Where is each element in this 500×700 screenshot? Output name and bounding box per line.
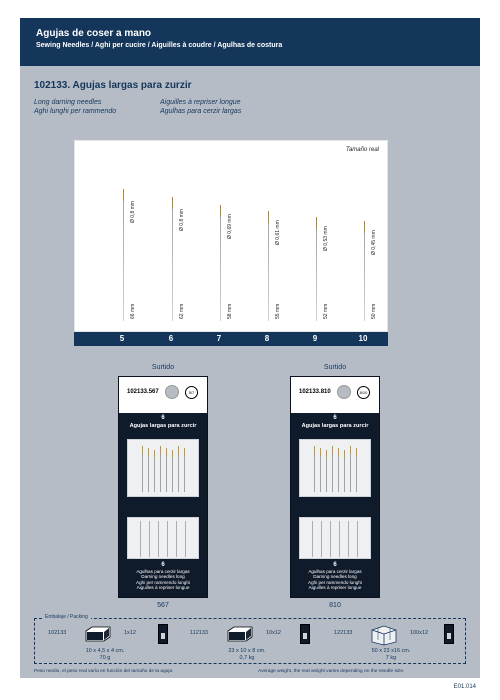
mini-pack-window [447, 633, 451, 639]
translation-it: Aghi lunghi per rammendo [34, 108, 117, 115]
packed-needle [154, 450, 155, 492]
pack-heading: Surtido [323, 364, 347, 371]
packing-dimensions [356, 648, 426, 662]
pack-count: 6 [333, 415, 337, 421]
needle-diameter-label: Ø 0,45 mm [371, 230, 377, 255]
packed-needle [314, 446, 315, 492]
packed-needle [320, 448, 321, 492]
needle-pack-card [118, 376, 208, 598]
pack-translations [291, 563, 379, 591]
pack-top-label [291, 377, 379, 413]
pack-window-bottom [299, 517, 371, 559]
packed-needle-lower [158, 521, 159, 557]
size-number-6: 6 [168, 334, 174, 343]
pack-heading: Surtido [151, 364, 175, 371]
mini-pack-icon [444, 624, 454, 644]
footnote-left: Peso medio, el peso real varía en función del tamaño de la aguja [34, 669, 173, 674]
size-number-8: 8 [264, 334, 270, 343]
pack-window-top [127, 439, 199, 497]
mini-pack-icon [158, 624, 168, 644]
packing-qty: 100x12 [410, 630, 429, 636]
packed-needle [166, 448, 167, 492]
needle-diameter-label: Ø 0,69 mm [227, 214, 233, 239]
hang-hole [337, 385, 351, 399]
pack-translations [119, 563, 207, 591]
packing-size: 10 x 4,5 x 4 cm. [85, 648, 125, 654]
packing-title: Embalaje / Packing [42, 614, 91, 620]
needle-size-10 [364, 221, 365, 321]
needle-length-label: 55 mm [275, 303, 281, 319]
size-badge: 5/7 [185, 386, 198, 399]
packed-needle-lower [339, 521, 340, 557]
needle-size-5 [123, 189, 124, 321]
packed-needle [344, 450, 345, 492]
pack-count: 6 [161, 415, 165, 421]
box-icon [226, 624, 254, 649]
packing-dimensions [70, 648, 140, 662]
needle-diameter-label: Ø 0,53 mm [323, 226, 329, 251]
packed-needle [160, 446, 161, 492]
packed-needle [338, 448, 339, 492]
needle-size-6 [172, 197, 173, 321]
needle-size-panel [74, 140, 388, 332]
pack-code: 102133.567 [127, 389, 159, 395]
packed-needle [172, 450, 173, 492]
packed-needle [350, 446, 351, 492]
pack-label: 567 [157, 602, 169, 609]
size-number-5: 5 [119, 334, 125, 343]
packed-needle-lower [140, 521, 141, 557]
product-title: 102133. Agujas largas para zurzir [34, 80, 192, 91]
packed-needle-lower [149, 521, 150, 557]
mini-pack-icon [300, 624, 310, 644]
packed-needle [184, 448, 185, 492]
packed-needle [326, 450, 327, 492]
header-title: Agujas de coser a mano [36, 28, 152, 39]
pack-code: 102133.810 [299, 389, 331, 395]
pack-line: Aiguilles à repriser longue [136, 585, 190, 591]
translation-en: Long darning needles [34, 99, 102, 106]
header-subtitle: Sewing Needles / Aghi per cucire / Aiguilles à coudre / Agulhas de costura [36, 42, 283, 49]
packing-code: 112133 [190, 630, 208, 636]
page-code: E01.014 [453, 684, 476, 690]
packed-needle-lower [176, 521, 177, 557]
packing-weight: 0,7 kg [239, 655, 255, 661]
packing-qty: 10x12 [266, 630, 281, 636]
pack-label: 810 [329, 602, 341, 609]
needle-diameter-label: Ø 0,8 mm [130, 201, 136, 223]
needle-length-label: 66 mm [130, 303, 136, 319]
packed-needle [356, 448, 357, 492]
catalog-page [20, 18, 480, 678]
needle-length-label: 58 mm [227, 303, 233, 319]
packing-dimensions [212, 648, 282, 662]
size-number-10: 10 [358, 334, 368, 343]
translation-fr: Aiguilles à repriser longue [160, 99, 241, 106]
product-translations-right [160, 98, 241, 116]
packed-needle-lower [167, 521, 168, 557]
pack-line: Darning needles long [313, 574, 357, 580]
mini-pack-window [303, 633, 307, 639]
packing-code: 102133 [48, 630, 67, 636]
pack-line: Aghi per rammendo lunghi [308, 579, 362, 585]
translation-pt: Agulhas para cerzir largas [160, 108, 242, 115]
pack-line: Aiguilles à repriser longue [308, 585, 362, 591]
size-number-7: 7 [216, 334, 222, 343]
needle-pack-card [290, 376, 380, 598]
carton-icon [370, 624, 398, 651]
pack-window-bottom [127, 517, 199, 559]
packed-needle [178, 446, 179, 492]
packing-size: 23 x 10 x 8 cm. [228, 648, 266, 654]
packed-needle [142, 446, 143, 492]
needle-diameter-label: Ø 0,61 mm [275, 220, 281, 245]
packing-weight: 70 g [99, 655, 111, 661]
pack-name: Agujas largas para zurcir [129, 423, 197, 429]
pack-name: Agujas largas para zurcir [301, 423, 369, 429]
needle-length-label: 52 mm [323, 303, 329, 319]
packed-needle-lower [312, 521, 313, 557]
packed-needle-lower [321, 521, 322, 557]
packing-qty: 1x12 [124, 630, 136, 636]
needle-size-8 [268, 211, 269, 321]
pack-line: Aghi per rammendo lunghi [136, 579, 190, 585]
pack-line: Agulhas para cerzir largas [308, 568, 362, 574]
box-icon [84, 624, 112, 649]
packed-needle-lower [330, 521, 331, 557]
packed-needle-lower [348, 521, 349, 557]
packing-code: 122133 [334, 630, 353, 636]
needle-length-label: 62 mm [179, 303, 185, 319]
packing-size: 50 x 23 x16 cm. [371, 648, 411, 654]
page-header [20, 18, 480, 66]
footnote-right: Average weight, the real weight varies depending on the needle size. [258, 669, 405, 674]
pack-window-top [299, 439, 371, 497]
pack-line: 6 [161, 562, 165, 568]
hang-hole [165, 385, 179, 399]
real-size-label: Tamaño real [345, 147, 379, 153]
needle-size-7 [220, 205, 221, 321]
pack-line: Agulhas para cerzir largas [136, 568, 190, 574]
needle-size-9 [316, 217, 317, 321]
packing-weight: 7 kg [385, 655, 397, 661]
packed-needle-lower [185, 521, 186, 557]
packed-needle-lower [357, 521, 358, 557]
size-number-9: 9 [312, 334, 318, 343]
mini-pack-window [161, 633, 165, 639]
needle-diameter-label: Ø 0,8 mm [179, 209, 185, 231]
pack-line: 6 [333, 562, 337, 568]
packed-needle [148, 448, 149, 492]
needle-length-label: 50 mm [371, 303, 377, 319]
pack-top-label [119, 377, 207, 413]
pack-line: Darning needles long [141, 574, 185, 580]
product-translations-left [34, 98, 116, 116]
packed-needle [332, 446, 333, 492]
size-badge: 8/10 [357, 386, 370, 399]
